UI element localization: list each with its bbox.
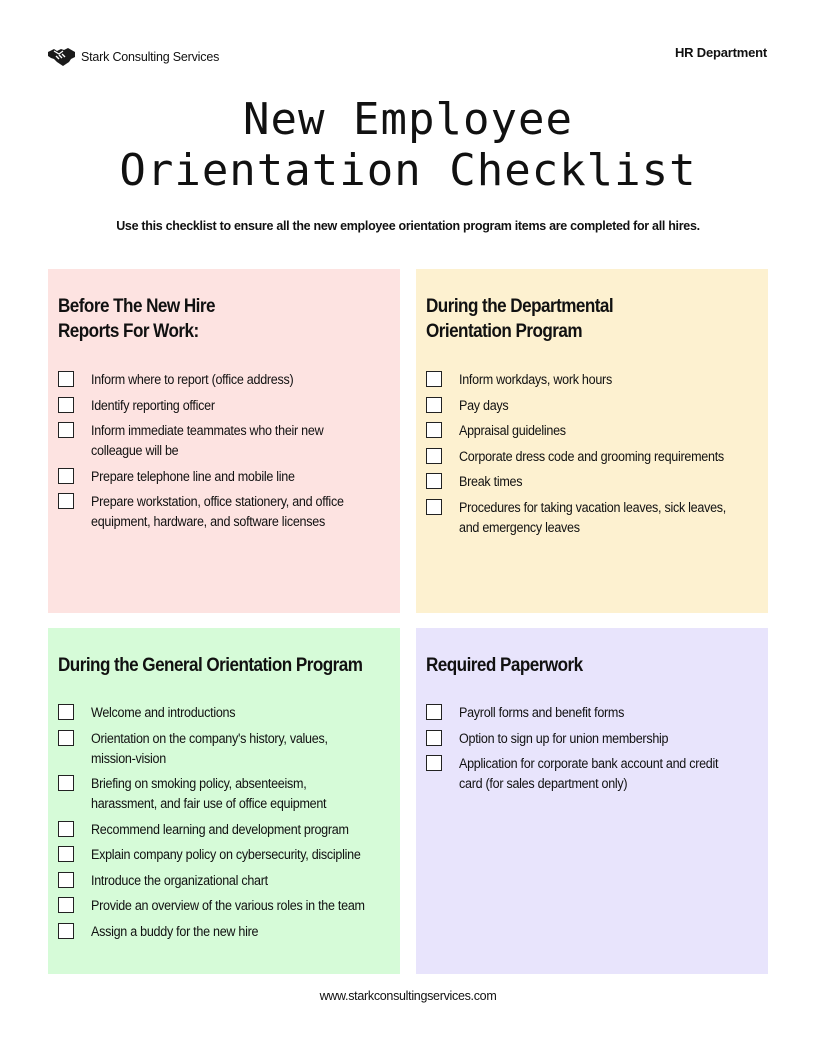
- footer-website: www.starkconsultingservices.com: [319, 989, 497, 1003]
- section-departmental-orientation: [416, 269, 768, 613]
- checkbox[interactable]: [426, 371, 442, 387]
- checklist-item-label: Explain company policy on cybersecurity, discipline: [91, 847, 361, 862]
- checklist-item-label: Inform workdays, work hours: [459, 372, 612, 387]
- section-heading-line-1: Required Paperwork: [426, 655, 583, 676]
- checklist-item-label: Procedures for taking vacation leaves, sick leaves, and emergency leaves: [459, 499, 727, 535]
- checkbox[interactable]: [58, 493, 74, 509]
- checkbox[interactable]: [58, 775, 74, 791]
- section-heading-line-2: Reports For Work:: [58, 321, 199, 342]
- checkbox[interactable]: [58, 923, 74, 939]
- section-heading: [426, 294, 758, 344]
- checklist-item: [58, 421, 392, 461]
- checklist-item: [426, 421, 760, 441]
- section-required-paperwork: [416, 628, 768, 974]
- checklist-item: [58, 396, 392, 416]
- checkbox[interactable]: [426, 448, 442, 464]
- checkbox[interactable]: [58, 872, 74, 888]
- checklist-item: [426, 370, 760, 390]
- checklist-item: [58, 492, 392, 532]
- section-heading: [58, 294, 390, 344]
- checklist-item-label: Welcome and introductions: [91, 705, 236, 720]
- page-title: [0, 94, 816, 196]
- checkbox[interactable]: [58, 730, 74, 746]
- checklist: [58, 370, 392, 538]
- checklist-item: [426, 396, 760, 416]
- checklist-item: [426, 498, 760, 538]
- checklist-item: [58, 820, 392, 840]
- checklist-item-label: Identify reporting officer: [91, 397, 215, 413]
- checkbox[interactable]: [58, 821, 74, 837]
- checklist-item-label: Pay days: [459, 397, 509, 413]
- section-general-orientation: [48, 628, 400, 974]
- department-label: HR Department: [674, 45, 767, 60]
- checkbox[interactable]: [58, 704, 74, 720]
- section-before-new-hire: [48, 269, 400, 613]
- checklist: [58, 703, 392, 947]
- checklist-item: [58, 370, 392, 390]
- checklist: [426, 703, 760, 800]
- checklist-item-label: Orientation on the company's history, values, mission-vision: [91, 730, 328, 766]
- checklist-item: [58, 729, 392, 769]
- checkbox[interactable]: [426, 422, 442, 438]
- checklist-item-label: Option to sign up for union membership: [459, 730, 669, 746]
- section-heading-line-2: Orientation Program: [426, 321, 583, 342]
- checklist-item-label: Recommend learning and development program: [91, 821, 349, 837]
- checklist-item-label: Break times: [459, 474, 523, 489]
- checkbox[interactable]: [426, 755, 442, 771]
- section-heading: [426, 653, 758, 678]
- checkbox[interactable]: [58, 397, 74, 413]
- checkbox[interactable]: [58, 468, 74, 484]
- section-heading-line-1: During the Departmental: [426, 296, 614, 317]
- checkbox[interactable]: [426, 704, 442, 720]
- section-heading-line-1: During the General Orientation Program: [58, 655, 363, 676]
- section-heading-line-1: Before The New Hire: [58, 296, 215, 317]
- checklist-item-label: Application for corporate bank account and credit card (for sales department only): [459, 756, 719, 791]
- checklist-item: [58, 896, 392, 916]
- checkbox[interactable]: [426, 473, 442, 489]
- checklist-item: [426, 447, 760, 467]
- checkbox[interactable]: [426, 730, 442, 746]
- checklist-item: [426, 729, 760, 749]
- subtitle: Use this checklist to ensure all the new employee orientation program items are completed for all hires.: [116, 219, 700, 233]
- section-heading: [58, 653, 390, 678]
- checklist-item-label: Provide an overview of the various roles in the team: [91, 898, 365, 913]
- checklist-item: [58, 467, 392, 487]
- checkbox[interactable]: [58, 897, 74, 913]
- checkbox[interactable]: [58, 371, 74, 387]
- checklist-item-label: Corporate dress code and grooming requirements: [459, 448, 724, 464]
- checkbox[interactable]: [426, 397, 442, 413]
- checklist-item: [58, 871, 392, 891]
- title-line-2: Orientation Checklist: [119, 145, 697, 196]
- checkbox[interactable]: [426, 499, 442, 515]
- checklist-item: [426, 703, 760, 723]
- checklist-item-label: Appraisal guidelines: [459, 423, 566, 438]
- checklist-item-label: Introduce the organizational chart: [91, 872, 268, 888]
- checklist-item-label: Inform where to report (office address): [91, 372, 294, 387]
- brand-name: Stark Consulting Services: [81, 50, 220, 64]
- checklist-item: [426, 754, 760, 794]
- brand: [48, 47, 219, 67]
- checklist-item-label: Prepare telephone line and mobile line: [91, 468, 295, 484]
- checklist-item-label: Briefing on smoking policy, absenteeism, harassment, and fair use of office equipment: [91, 776, 327, 811]
- checklist-item: [58, 845, 392, 865]
- checklist: [426, 370, 760, 543]
- checklist-item-label: Prepare workstation, office stationery, and office equipment, hardware, and software licenses: [91, 494, 344, 529]
- checkbox[interactable]: [58, 422, 74, 438]
- checklist-item: [58, 922, 392, 942]
- checkbox[interactable]: [58, 846, 74, 862]
- handshake-icon: [48, 47, 75, 67]
- checklist-item: [58, 774, 392, 814]
- title-line-1: New Employee: [243, 94, 573, 145]
- checklist-item: [58, 703, 392, 723]
- checklist-item-label: Inform immediate teammates who their new colleague will be: [91, 423, 324, 458]
- checklist-item-label: Assign a buddy for the new hire: [91, 923, 259, 939]
- checklist-item-label: Payroll forms and benefit forms: [459, 705, 625, 720]
- checklist-item: [426, 472, 760, 492]
